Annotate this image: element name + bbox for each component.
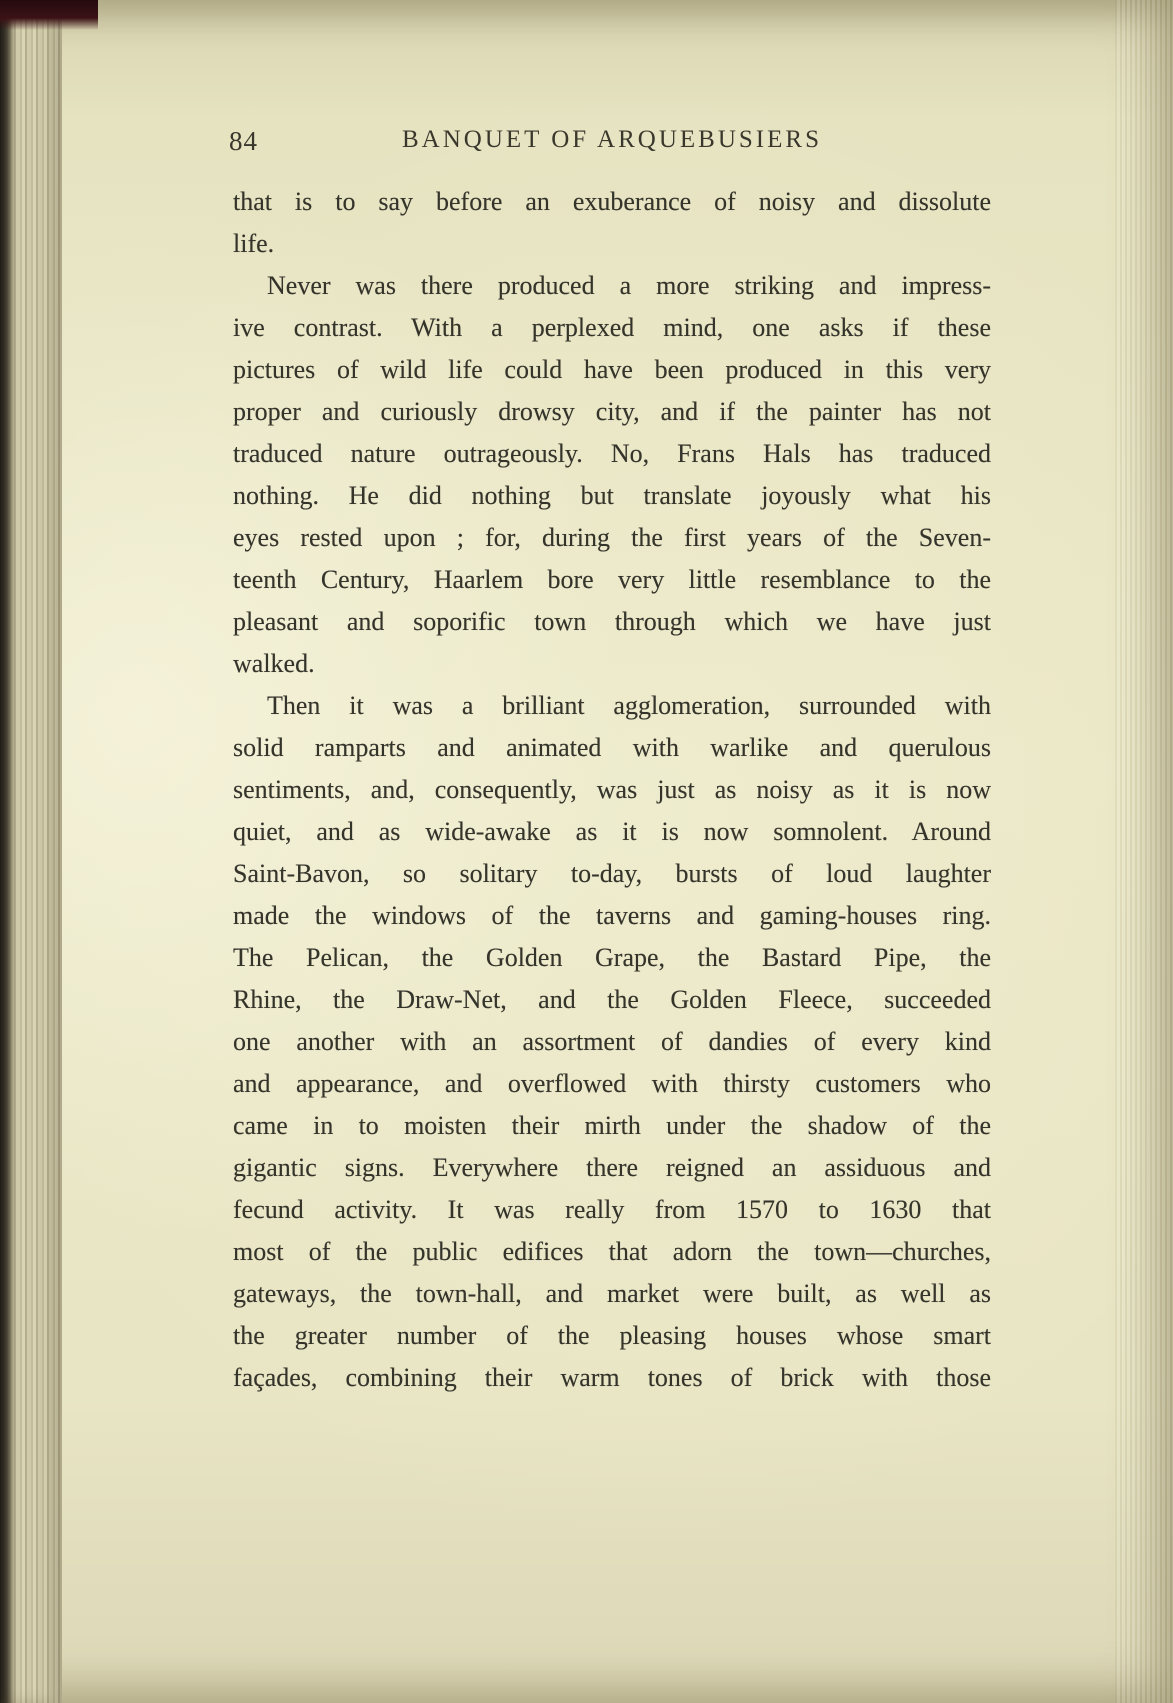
text-line: that is to say before an exuberance of noisy and dissolute bbox=[233, 187, 991, 216]
text-line: façades, combining their warm tones of brick with those bbox=[233, 1363, 991, 1392]
text-line: the greater number of the pleasing houses whose smart bbox=[233, 1321, 991, 1350]
page-right-edge bbox=[1115, 0, 1173, 1703]
text-line: Rhine, the Draw-Net, and the Golden Fleece, succeeded bbox=[233, 985, 991, 1014]
text-line: pictures of wild life could have been produced in this very bbox=[233, 355, 991, 384]
book-binding-edge bbox=[0, 0, 62, 1703]
page-header-row bbox=[229, 126, 991, 160]
text-block bbox=[233, 181, 991, 1399]
text-line: Never was there produced a more striking and impress- bbox=[267, 271, 991, 300]
text-line: pleasant and soporific town through which we have just bbox=[233, 607, 991, 636]
running-header: BANQUET OF ARQUEBUSIERS bbox=[402, 126, 822, 153]
text-line: eyes rested upon ; for, during the first years of the Seven- bbox=[233, 523, 991, 552]
text-line: teenth Century, Haarlem bore very little resemblance to the bbox=[233, 565, 991, 594]
page-number: 84 bbox=[229, 126, 258, 156]
text-line: proper and curiously drowsy city, and if the painter has not bbox=[233, 397, 991, 426]
text-line: and appearance, and overflowed with thirsty customers who bbox=[233, 1069, 991, 1098]
text-line: fecund activity. It was really from 1570 to 1630 that bbox=[233, 1195, 991, 1224]
book-cover-corner bbox=[0, 0, 98, 30]
text-line: ive contrast. With a perplexed mind, one asks if these bbox=[233, 313, 991, 342]
text-line: solid ramparts and animated with warlike and querulous bbox=[233, 733, 991, 762]
text-line: sentiments, and, consequently, was just as noisy as it is now bbox=[233, 775, 991, 804]
text-line: gigantic signs. Everywhere there reigned an assiduous and bbox=[233, 1153, 991, 1182]
text-line: came in to moisten their mirth under the shadow of the bbox=[233, 1111, 991, 1140]
paragraph bbox=[233, 265, 991, 685]
text-line: most of the public edifices that adorn the town—churches, bbox=[233, 1237, 991, 1266]
text-line: walked. bbox=[233, 649, 315, 678]
text-line: quiet, and as wide-awake as it is now somnolent. Around bbox=[233, 817, 991, 846]
text-line: Then it was a brilliant agglomeration, surrounded with bbox=[267, 691, 991, 720]
paragraph bbox=[233, 181, 991, 265]
text-line: life. bbox=[233, 229, 275, 258]
text-line: gateways, the town-hall, and market were built, as well as bbox=[233, 1279, 991, 1308]
paragraph bbox=[233, 685, 991, 1399]
page-content bbox=[229, 126, 991, 1399]
text-line: nothing. He did nothing but translate joyously what his bbox=[233, 481, 991, 510]
text-line: The Pelican, the Golden Grape, the Bastard Pipe, the bbox=[233, 943, 991, 972]
text-line: traduced nature outrageously. No, Frans Hals has traduced bbox=[233, 439, 991, 468]
text-line: Saint-Bavon, so solitary to-day, bursts of loud laughter bbox=[233, 859, 991, 888]
text-line: one another with an assortment of dandies of every kind bbox=[233, 1027, 991, 1056]
text-line: made the windows of the taverns and gaming-houses ring. bbox=[233, 901, 991, 930]
